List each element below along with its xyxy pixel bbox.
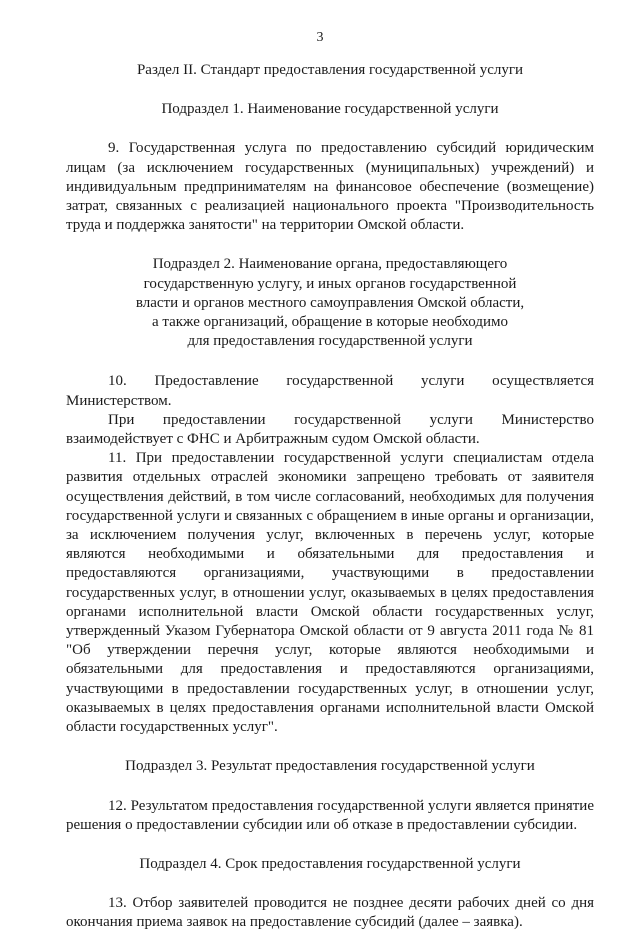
paragraph-9: 9. Государственная услуга по предоставлению субсидий юридическим лицам (за исключением государственных (муниципальных) учреждений) и индивидуальным предпринимателям на финансовое обеспечение (возмещение) затрат, связанных с реализацией национального проекта "Производительность труда и поддержка занятости" на территории Омской области. xyxy=(66,140,594,234)
subsection-2-title-line: а также организаций, обращение в которые необходимо xyxy=(151,314,509,331)
paragraph-10-interaction: При предоставлении государственной услуги Министерство взаимодействует с ФНС и Арбитражным судом Омской области. xyxy=(66,411,594,448)
paragraph-10: 10. Предоставление государственной услуги осуществляется Министерством. xyxy=(66,373,594,409)
document-body xyxy=(66,54,594,933)
subsection-2-title-line: государственную услугу, и иных органов государственной xyxy=(143,275,517,292)
subsection-3-title: Подраздел 3. Результат предоставления государственной услуги xyxy=(125,758,535,775)
subsection-2-title-line: власти и органов местного самоуправления Омской области, xyxy=(135,294,525,311)
page-number: 3 xyxy=(316,30,324,45)
subsection-2-title-line: для предоставления государственной услуги xyxy=(187,333,473,350)
paragraph-12: 12. Результатом предоставления государственной услуги является принятие решения о предоставлении субсидии или об отказе в предоставлении субсидии. xyxy=(66,797,594,833)
subsection-4-title: Подраздел 4. Срок предоставления государственной услуги xyxy=(139,855,521,872)
section-title: Раздел II. Стандарт предоставления государственной услуги xyxy=(136,62,524,78)
subsection-2-title-line: Подраздел 2. Наименование органа, предоставляющего xyxy=(152,256,508,273)
subsection-2-title xyxy=(66,255,594,351)
paragraph-11: 11. При предоставлении государственной услуги специалистам отдела развития отдельных отраслей экономики запрещено требовать от заявителя осуществления действий, в том числе согласований, необходимых для получения государственной услуги и связанных с обращением в иные органы и организации, за исключением получения услуг, включенных в перечень услуг, которые являются необходимыми и обязательными для предоставления и предоставляются организациями, участвующими в предоставлении государственных услуг, в отношении услуг, оказываемых в целях предоставления органами исполнительной власти Омской области государственных услуг, утвержденный Указом Губернатора Омской области от 9 августа 2011 года № 81 "Об утверждении перечня услуг, которые являются необходимыми и обязательными для предоставления и предоставляются организациями, участвующими в предоставлении государственных услуг, в отношении услуг, оказываемых в целях предоставления органами исполнительной власти Омской области государственных услуг". xyxy=(66,450,594,736)
subsection-1-title: Подраздел 1. Наименование государственной услуги xyxy=(161,101,499,118)
paragraph-13: 13. Отбор заявителей проводится не позднее десяти рабочих дней со дня окончания приема заявок на предоставление субсидий (далее – заявка). xyxy=(66,895,594,931)
